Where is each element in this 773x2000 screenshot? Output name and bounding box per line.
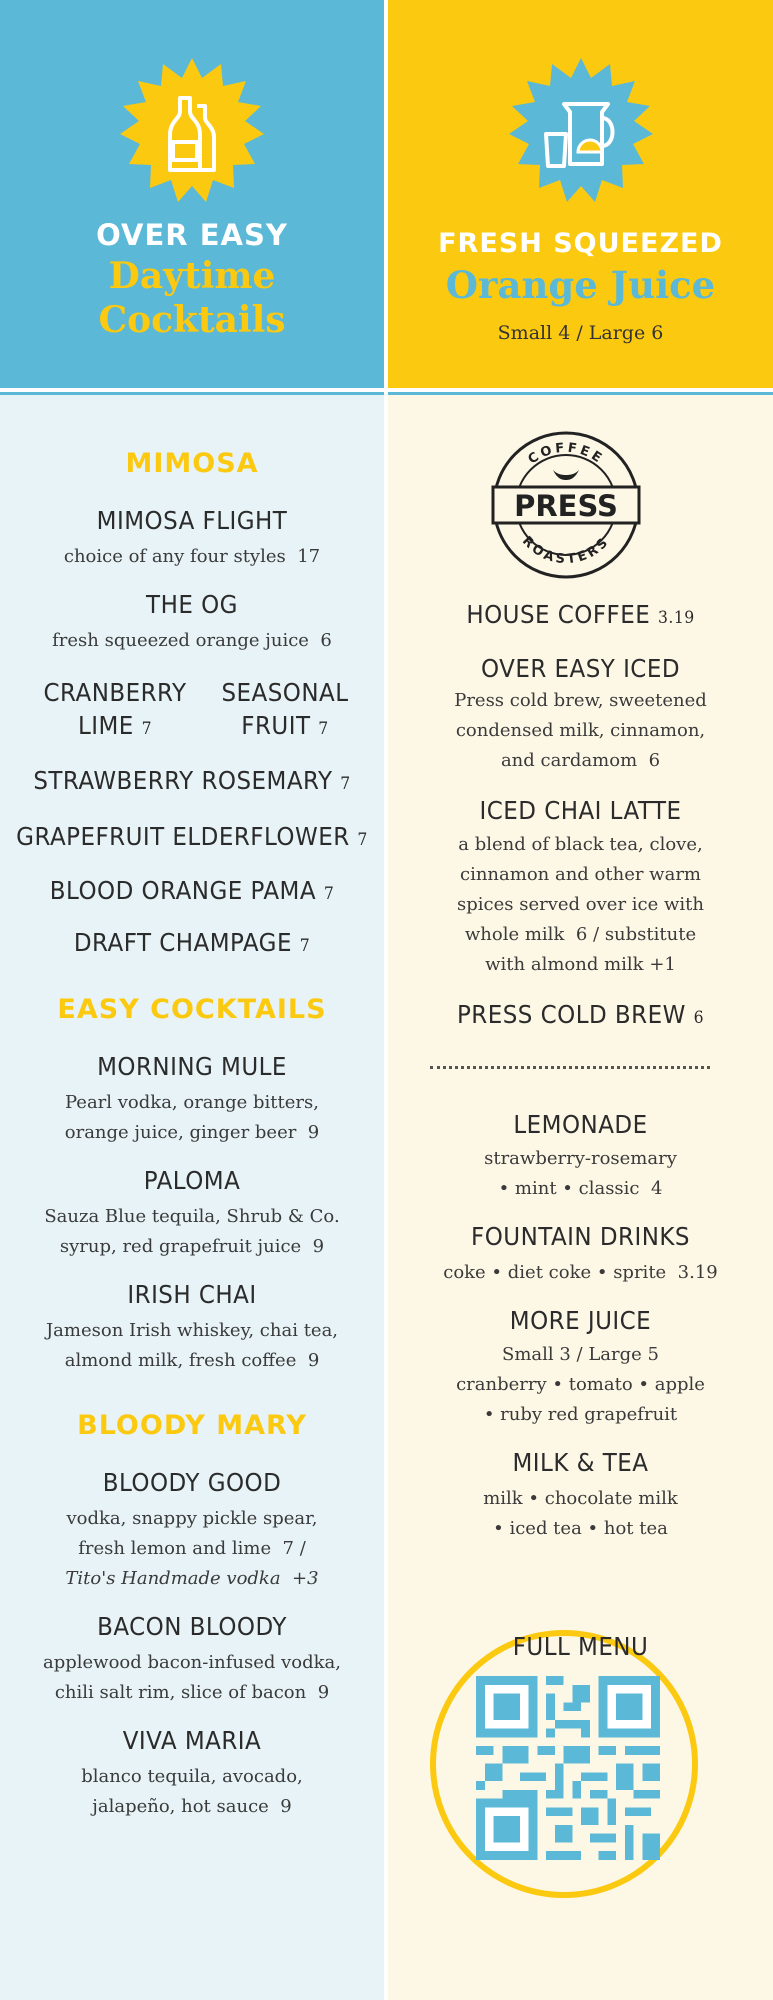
logo-main-text: PRESS	[514, 489, 618, 523]
cocktails-title-line2: Cocktails	[98, 299, 286, 341]
more-juice-desc: Small 3 / Large 5 cranberry • tomato • apple • ruby red grapefruit	[456, 1344, 705, 1425]
draft-champage-name: DRAFT CHAMPAGE 7	[73, 928, 311, 957]
the-og-name: THE OG	[146, 590, 238, 619]
strawberry-rosemary-name: STRAWBERRY ROSEMARY 7	[33, 766, 351, 795]
bloody-mary-heading: BLOODY MARY	[77, 1410, 307, 1441]
bloody-good-name: BLOODY GOOD	[102, 1468, 282, 1497]
grapefruit-elderflower-name: GRAPEFRUIT ELDERFLOWER 7	[16, 822, 368, 851]
left-header-wrap	[0, 0, 384, 395]
milk-tea-name: MILK & TEA	[512, 1448, 649, 1477]
blood-orange-pama-name: BLOOD ORANGE PAMA 7	[49, 876, 335, 905]
logo-bottom-text: ROASTERS	[518, 533, 613, 568]
morning-mule-name: MORNING MULE	[97, 1052, 287, 1081]
irish-chai-desc: Jameson Irish whiskey, chai tea, almond milk, fresh coffee 9	[45, 1320, 339, 1371]
cocktails-title-line1: Daytime	[108, 255, 276, 297]
morning-mule-desc: Pearl vodka, orange bitters, orange juice, ginger beer 9	[64, 1092, 320, 1143]
paloma-desc: Sauza Blue tequila, Shrub & Co. syrup, red grapefruit juice 9	[44, 1206, 340, 1257]
house-coffee-name: HOUSE COFFEE 3.19	[466, 600, 695, 629]
mimosa-heading: MIMOSA	[125, 448, 259, 479]
bloody-good-desc: vodka, snappy pickle spear, fresh lemon and lime 7 / Tito's Handmade vodka +3	[65, 1508, 319, 1589]
fountain-drinks-name: FOUNTAIN DRINKS	[471, 1222, 690, 1251]
right-header-wrap	[388, 0, 773, 395]
header-rule-blue	[0, 392, 384, 395]
svg-text:COFFEE	[526, 441, 607, 468]
header-rule-blue	[388, 392, 773, 395]
cranberry-lime-name: CRANBERRY LIME 7	[43, 678, 187, 740]
easy-cocktails-heading: EASY COCKTAILS	[57, 994, 327, 1025]
seasonal-fruit-name: SEASONAL FRUIT 7	[221, 678, 349, 740]
qr-code-icon[interactable]	[476, 1676, 660, 1860]
milk-tea-desc: milk • chocolate milk • iced tea • hot tea	[483, 1488, 678, 1539]
juice-title: Orange Juice	[445, 263, 716, 307]
over-easy-iced-desc: Press cold brew, sweetened condensed milk, cinnamon, and cardamom 6	[454, 690, 707, 771]
svg-text:ROASTERS	[519, 534, 613, 567]
the-og-desc: fresh squeezed orange juice 6	[52, 630, 332, 651]
iced-chai-latte-desc: a blend of black tea, clove, cinnamon and other warm spices served over ice with whole milk 6 / substitute with almond milk +1	[457, 834, 704, 975]
bacon-bloody-desc: applewood bacon-infused vodka, chili salt rim, slice of bacon 9	[43, 1652, 341, 1703]
lemonade-desc: strawberry-rosemary • mint • classic 4	[484, 1148, 677, 1199]
full-menu-label: FULL MENU	[512, 1632, 649, 1661]
juice-kicker: FRESH SQUEEZED	[438, 228, 723, 259]
bottles-icon	[117, 56, 267, 206]
over-easy-iced-name: OVER EASY ICED	[480, 654, 681, 683]
viva-maria-desc: blanco tequila, avocado, jalapeño, hot sauce 9	[81, 1766, 303, 1817]
paloma-name: PALOMA	[143, 1166, 241, 1195]
iced-chai-latte-name: ICED CHAI LATTE	[479, 796, 682, 825]
fountain-drinks-desc: coke • diet coke • sprite 3.19	[443, 1262, 718, 1283]
juice-sizes: Small 4 / Large 6	[497, 322, 664, 344]
bacon-bloody-name: BACON BLOODY	[97, 1612, 287, 1641]
irish-chai-name: IRISH CHAI	[127, 1280, 257, 1309]
mimosa-flight-name: MIMOSA FLIGHT	[96, 506, 288, 535]
lemonade-name: LEMONADE	[513, 1110, 648, 1139]
logo-top-text: COFFEE	[525, 440, 607, 468]
dotted-divider	[430, 1066, 710, 1069]
press-cold-brew-name: PRESS COLD BREW 6	[456, 1000, 705, 1029]
press-roasters-logo	[491, 430, 641, 580]
viva-maria-name: VIVA MARIA	[122, 1726, 262, 1755]
mimosa-flight-desc: choice of any four styles 17	[63, 546, 321, 567]
cocktails-kicker: OVER EASY	[96, 218, 288, 252]
pitcher-glass-icon	[506, 56, 656, 206]
more-juice-name: MORE JUICE	[509, 1306, 652, 1335]
